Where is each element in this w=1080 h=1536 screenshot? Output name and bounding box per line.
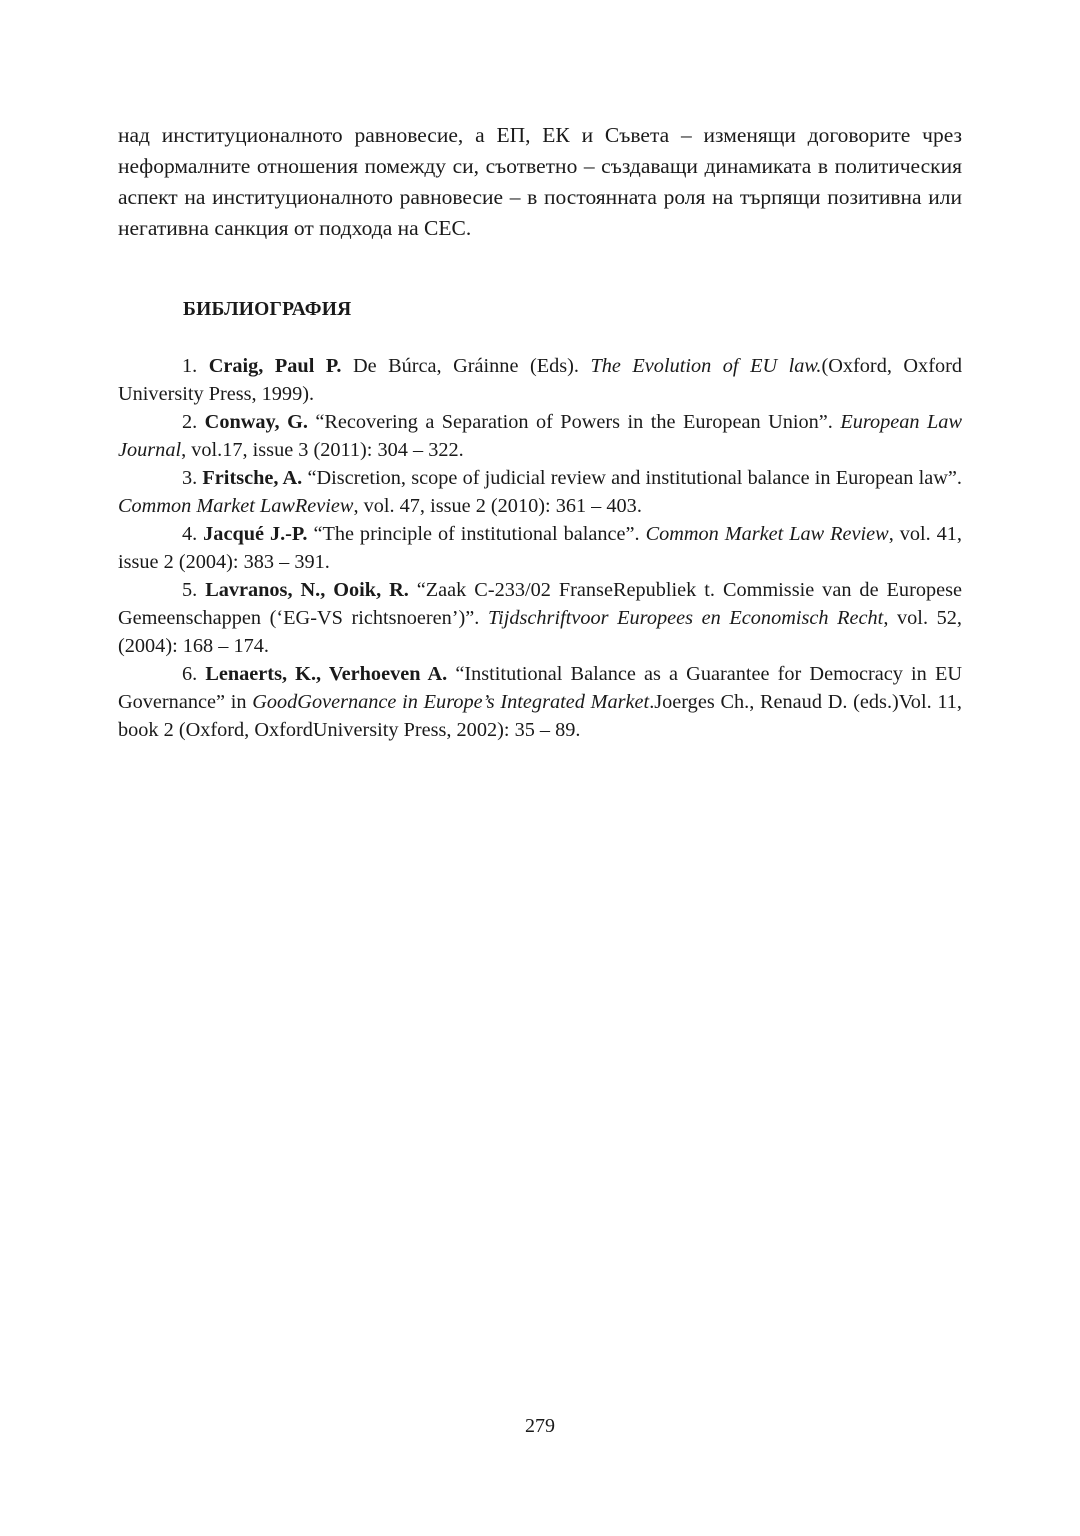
entry-publication: , vol. 47, issue 2 (2010): 361 – 403.	[353, 495, 642, 517]
entry-number: 1.	[182, 355, 209, 377]
entry-author: Jacqué J.-P.	[203, 523, 308, 545]
bibliography-entry	[118, 464, 962, 520]
entry-title: Tijdschriftvoor Europees en Economisch Recht	[487, 607, 884, 629]
entry-title: Common Market LawReview	[118, 495, 354, 517]
entry-number: 4.	[182, 523, 204, 545]
entry-title: GoodGovernance in Europe’s Integrated Market	[252, 691, 650, 713]
entry-author: Conway, G.	[204, 411, 308, 433]
entry-text: “Zaak C-233/02 FranseRepubliek t. Commissie van de Europese Gemeenschappen (‘EG-VS richtsnoeren’)”.	[118, 579, 963, 629]
entry-number: 6.	[182, 663, 206, 685]
entry-text: “Institutional Balance as a Guarantee for Democracy in EU Governance” in	[118, 663, 962, 713]
entry-number: 5.	[182, 579, 206, 601]
entry-publication: , vol.17, issue 3 (2011): 304 – 322.	[181, 439, 464, 461]
bibliography-entry	[118, 660, 962, 744]
entry-title: Common Market Law Review	[645, 523, 889, 545]
entry-publication: (Oxford, Oxford University Press, 1999).	[118, 355, 962, 405]
entry-number: 3.	[182, 467, 203, 489]
bibliography-entry	[118, 576, 962, 660]
entry-publication: .Joerges Ch., Renaud D. (eds.)Vol. 11, book 2 (Oxford, OxfordUniversity Press, 2002): 35 – 89.	[118, 691, 962, 741]
bibliography-heading: БИБЛИОГРАФИЯ	[183, 299, 352, 320]
entry-text: “Discretion, scope of judicial review and institutional balance in European law”.	[302, 467, 962, 489]
bibliography-entry	[118, 520, 962, 576]
entry-text: “The principle of institutional balance”.	[307, 523, 646, 545]
bibliography-list	[118, 352, 962, 744]
entry-text: De Búrca, Gráinne (Eds).	[341, 355, 591, 377]
entry-author: Craig, Paul P.	[208, 355, 342, 377]
entry-publication: , vol. 41, issue 2 (2004): 383 – 391.	[118, 523, 962, 573]
entry-title: European Law Journal	[118, 411, 962, 461]
body-paragraph: над институционалното равновесие, а ЕП, ЕК и Съвета – изменящи договорите чрез неформалните отношения помежду си, съответно – създаващи динамиката в политическия аспект на институционалното равновесие – в постоянната роля на търпящи позитивна или негативна санкция от подхода на СЕС.	[118, 123, 962, 240]
entry-number: 2.	[182, 411, 205, 433]
entry-author: Lenaerts, K., Verhoeven A.	[205, 663, 448, 685]
entry-text: “Recovering a Separation of Powers in the European Union”.	[307, 411, 841, 433]
bibliography-entry	[118, 352, 962, 408]
entry-author: Lavranos, N., Ooik, R.	[205, 579, 409, 601]
entry-author: Fritsche, A.	[202, 467, 303, 489]
entry-title: The Evolution of EU law.	[590, 355, 822, 377]
entry-publication: , vol. 52, (2004): 168 – 174.	[118, 607, 962, 657]
bibliography-entry	[118, 408, 962, 464]
page-number: 279	[525, 1415, 555, 1437]
